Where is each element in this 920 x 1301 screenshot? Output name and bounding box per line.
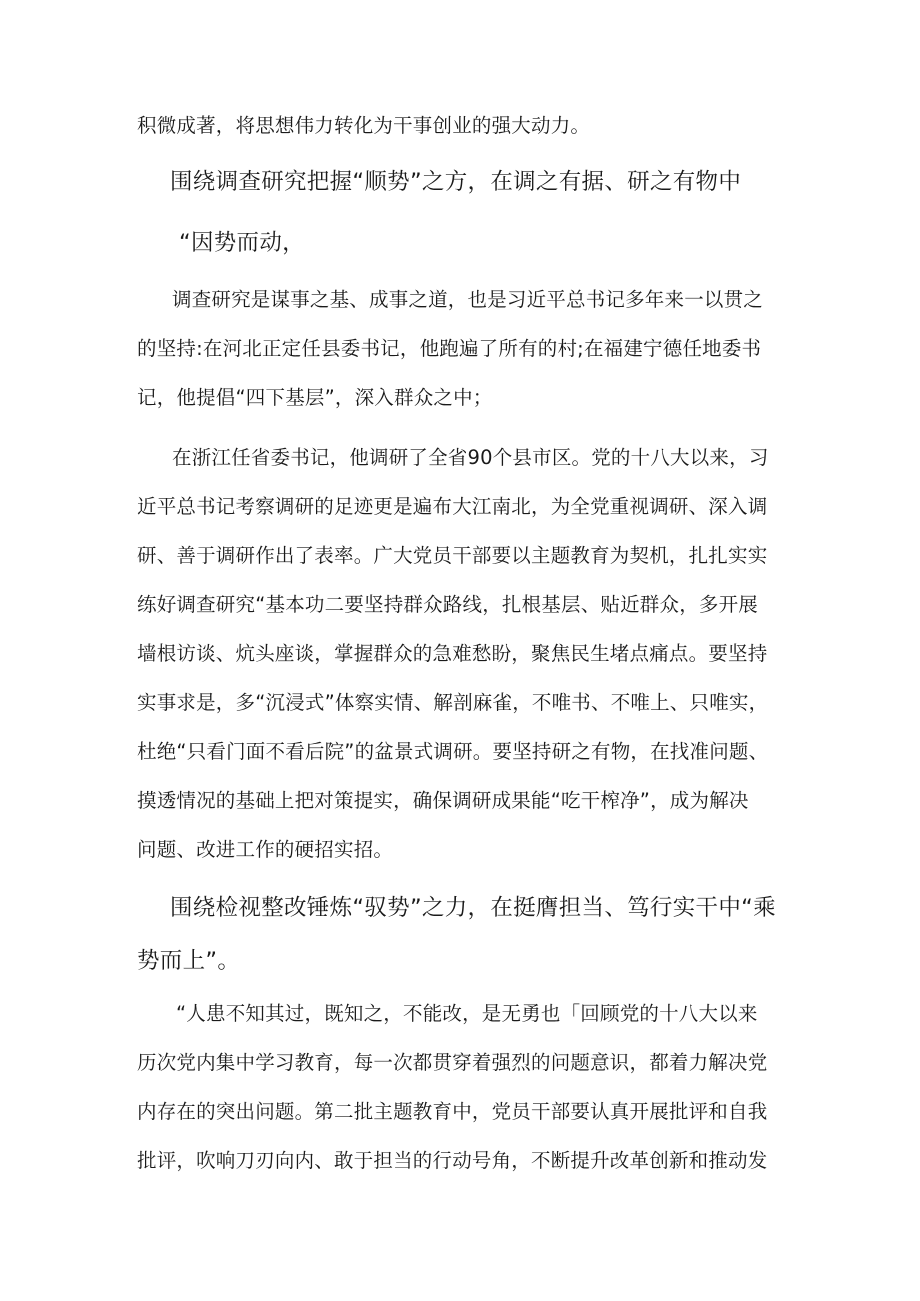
body-line: 实事求是，多“沉浸式”体察实情、解剖麻雀，不唯书、不唯上、只唯实， (137, 691, 769, 714)
body-line: 墙根访谈、炕头座谈，掌握群众的急难愁盼，聚焦民生堵点痛点。要坚持 (137, 642, 768, 665)
body-line: 杜绝“只看门面不看后院”的盆景式调研。要坚持研之有物，在找准问题、 (137, 740, 769, 763)
body-line: 积微成著，将思想伟力转化为干事创业的强大动力。 (137, 114, 591, 137)
body-line: 的坚持:在河北正定任县委书记，他跑遍了所有的村;在福建宁德任地委书 (137, 337, 762, 360)
body-line: 历次党内集中学习教育，每一次都贯穿着强烈的问题意识，都着力解决党 (137, 1051, 768, 1074)
section-heading-line: 势而上”。 (137, 948, 241, 974)
body-line: 近平总书记考察调研的足迹更是遍布大江南北，为全党重视调研、深入调 (137, 495, 768, 518)
section-heading-line: 围绕检视整改锤炼“驭势”之力，在挺膺担当、笃行实干中“乘 (170, 895, 776, 921)
body-line: 练好调查研究“基本功二要坚持群众路线，扎根基层、贴近群众，多开展 (137, 593, 759, 616)
body-line: 记，他提倡“四下基层”，深入群众之中； (137, 386, 493, 409)
body-line: 研、善于调研作出了表率。广大党员干部要以主题教育为契机，扎扎实实 (137, 544, 768, 567)
body-line: 内存在的突出问题。第二批主题教育中，党员干部要认真开展批评和自我 (137, 1100, 768, 1123)
section-heading-line: 围绕调查研究把握“顺势”之方，在调之有据、研之有物中 (170, 169, 742, 195)
body-line: 批评，吹响刀刃向内、敢于担当的行动号角，不断提升改革创新和推动发 (137, 1149, 768, 1172)
body-line: 问题、改进工作的硬招实招。 (137, 838, 394, 861)
body-line: “人患不知其过，既知之，不能改，是无勇也「回顾党的十八大以来 (176, 1002, 758, 1025)
body-line: 摸透情况的基础上把对策提实，确保调研成果能“吃干榨净”，成为解决 (137, 789, 749, 812)
body-line: 在浙江任省委书记，他调研了全省90个县市区。党的十八大以来，习 (172, 446, 769, 469)
body-line: 调查研究是谋事之基、成事之道，也是习近平总书记多年来一以贯之 (172, 288, 764, 311)
section-heading-line: “因势而动， (179, 230, 305, 256)
